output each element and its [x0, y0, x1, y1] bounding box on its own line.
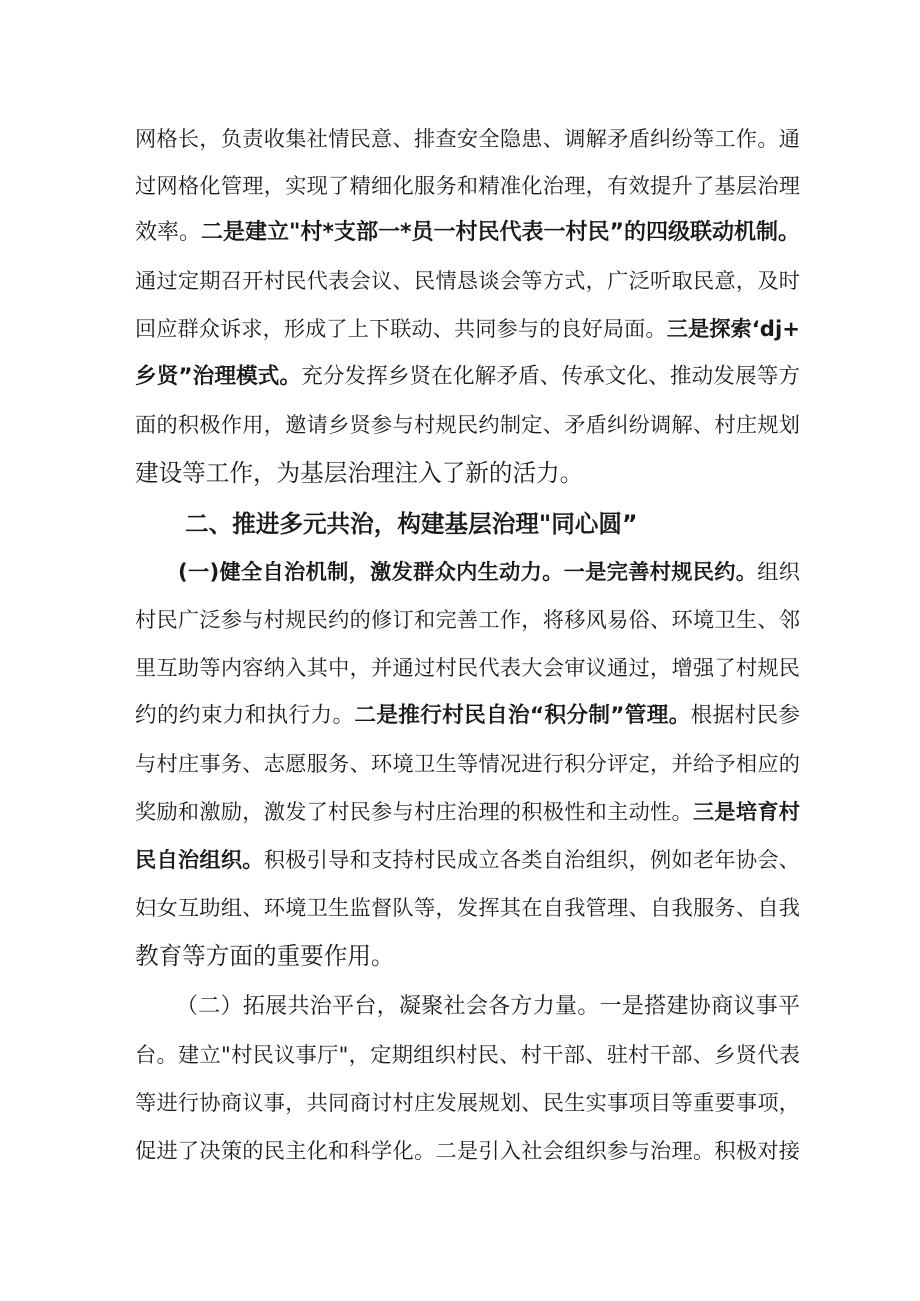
text-run: 充分发挥乡贤在化解矛盾、传承文化、推动发展等方: [301, 364, 800, 389]
paragraph-line: [135, 701, 800, 731]
paragraph-line: [135, 314, 800, 344]
bold-text-run: 乡贤”治理模式。: [135, 364, 302, 389]
paragraph-line: [135, 845, 800, 875]
text-run: （二）拓展共治平台，凝聚社会各方力量。一是搭建协商议事平: [176, 994, 800, 1019]
paragraph-line: [135, 605, 800, 635]
bold-text-run: 三是探索‘dj+: [666, 316, 800, 341]
text-run: 台。建立"村民议事厅"，定期组织村民、村干部、驻村干部、乡贤代表: [135, 1042, 800, 1067]
text-run: 等进行协商议事，共同商讨村庄发展规划、民生实事项目等重要事项，: [135, 1090, 800, 1115]
bold-text-run: 三是培育村: [692, 799, 800, 824]
text-run: 妇女互助组、环境卫生监督队等，发挥其在自我管理、自我服务、自我: [135, 895, 800, 920]
bold-text-run: 二是建立"村*支部一*员一村民代表一村民”的四级联动机制。: [201, 220, 800, 245]
text-run: 奖励和激励，激发了村民参与村庄治理的积极性和主动性。: [135, 799, 693, 824]
paragraph-line: [178, 557, 800, 587]
text-run: 网格长，负责收集社情民意、排查安全隐患、调解矛盾纠纷等工作。通: [135, 126, 800, 151]
paragraph-line: [135, 362, 800, 392]
text-run: 根据村民参: [690, 703, 800, 728]
paragraph-line: [135, 171, 800, 201]
text-run: 与村庄事务、志愿服务、环境卫生等情况进行积分评定，并给予相应的: [135, 751, 800, 776]
text-run: 教育等方面的重要作用。: [135, 942, 395, 970]
paragraph-line: [135, 218, 800, 248]
bold-text-run: 民自治组织。: [135, 847, 264, 872]
text-run: 效率。: [135, 220, 202, 245]
paragraph-line: [135, 893, 800, 923]
text-run: 建设等工作，为基层治理注入了新的活力。: [135, 459, 584, 487]
paragraph-line: [135, 941, 800, 971]
text-run: 积极引导和支持村民成立各类自治组织，例如老年协会、: [263, 847, 800, 872]
text-run: 组织: [757, 559, 800, 584]
text-run: 约的约束力和执行力。: [135, 703, 355, 728]
paragraph-line: [135, 797, 800, 827]
section-heading: [185, 509, 800, 539]
text-run: 促进了决策的民主化和科学化。二是引入社会组织参与治理。积极对接: [135, 1138, 800, 1163]
paragraph-line: [176, 992, 800, 1022]
paragraph-line: [135, 749, 800, 779]
paragraph-line: [135, 458, 800, 488]
text-run: 面的积极作用，邀请乡贤参与村规民约制定、矛盾纠纷调解、村庄规划: [135, 412, 800, 437]
text-run: 里互助等内容纳入其中，并通过村民代表大会审议通过，增强了村规民: [135, 655, 800, 680]
text-run: 过网格化管理，实现了精细化服务和精准化治理，有效提升了基层治理: [135, 173, 800, 198]
paragraph-line: [135, 124, 800, 154]
paragraph-line: [135, 410, 800, 440]
paragraph-line: [135, 1040, 800, 1070]
bold-text-run: 二是推行村民自治“积分制”管理。: [354, 703, 691, 728]
bold-text-run: 二、推进多元共治，构建基层治理"同心圆”: [185, 510, 638, 538]
text-run: 回应群众诉求，形成了上下联动、共同参与的良好局面。: [135, 316, 667, 341]
paragraph-line: [135, 266, 800, 296]
paragraph-line: [135, 1136, 800, 1166]
paragraph-line: [135, 1088, 800, 1118]
text-run: 村民广泛参与村规民约的修订和完善工作，将移风易俗、环境卫生、邻: [135, 607, 800, 632]
paragraph-line: [135, 653, 800, 683]
text-run: 通过定期召开村民代表会议、民情恳谈会等方式，广泛听取民意，及时: [135, 268, 800, 293]
bold-text-run: (一)健全自治机制，激发群众内生动力。一是完善村规民约。: [178, 559, 758, 584]
